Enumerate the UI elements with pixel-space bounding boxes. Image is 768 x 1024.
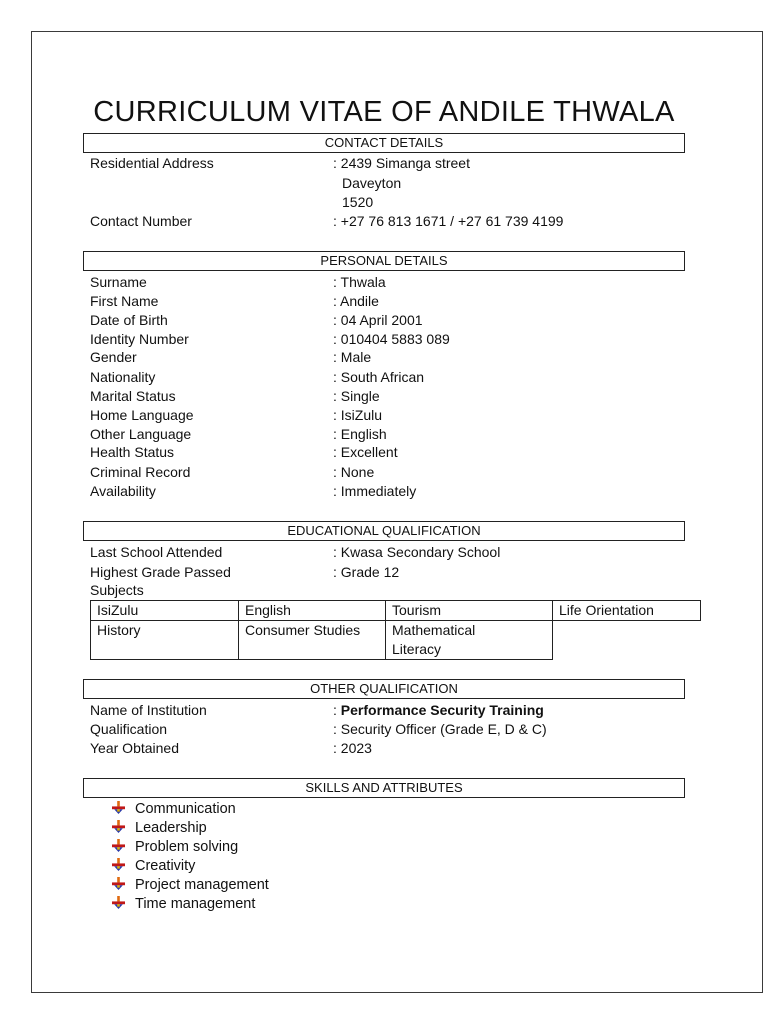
- personal-value: : English: [333, 426, 387, 442]
- skill-text: Time management: [135, 896, 256, 912]
- subject-cell: Life Orientation: [553, 601, 701, 621]
- personal-label: Nationality: [90, 369, 156, 385]
- arrow-down-bullet-icon: [112, 839, 125, 852]
- subjects-label: Subjects: [90, 582, 144, 598]
- residential-address-label: Residential Address: [90, 155, 214, 171]
- personal-value: : Single: [333, 388, 380, 404]
- highest-grade-value: : Grade 12: [333, 564, 400, 580]
- skills-list: [112, 800, 269, 914]
- personal-label: Home Language: [90, 407, 194, 423]
- skill-text: Project management: [135, 877, 269, 893]
- skill-item: [112, 819, 269, 838]
- subject-cell: History: [91, 621, 239, 660]
- arrow-down-bullet-icon: [112, 896, 125, 909]
- personal-label: Surname: [90, 274, 147, 290]
- contact-number-label: Contact Number: [90, 213, 192, 229]
- personal-value: : Andile: [333, 293, 379, 309]
- arrow-down-bullet-icon: [112, 858, 125, 871]
- personal-value: : None: [333, 464, 375, 480]
- subjects-row: [91, 601, 701, 621]
- subject-cell: Mathematical Literacy: [386, 621, 553, 660]
- subject-cell: Consumer Studies: [239, 621, 386, 660]
- qualification-value: : Security Officer (Grade E, D & C): [333, 721, 547, 737]
- personal-value: : 010404 5883 089: [333, 331, 450, 347]
- personal-label: Marital Status: [90, 388, 176, 404]
- arrow-down-bullet-icon: [112, 877, 125, 890]
- personal-label: Date of Birth: [90, 312, 168, 328]
- personal-label: Identity Number: [90, 331, 189, 347]
- subjects-table: [90, 600, 701, 660]
- institution-label: Name of Institution: [90, 702, 207, 718]
- subjects-row: [91, 621, 701, 660]
- personal-value: : 04 April 2001: [333, 312, 423, 328]
- skill-item: [112, 838, 269, 857]
- educational-qualification-header: EDUCATIONAL QUALIFICATION: [83, 521, 685, 541]
- personal-label: Criminal Record: [90, 464, 191, 480]
- personal-label: Availability: [90, 483, 156, 499]
- year-obtained-value: : 2023: [333, 740, 372, 756]
- personal-value: : Excellent: [333, 444, 398, 460]
- subject-cell: English: [239, 601, 386, 621]
- institution-value: Performance Security Training: [340, 702, 544, 718]
- personal-label: Other Language: [90, 426, 192, 442]
- personal-value: : South African: [333, 369, 425, 385]
- document-title: CURRICULUM VITAE OF ANDILE THWALA: [93, 96, 675, 128]
- subject-cell: Tourism: [386, 601, 553, 621]
- year-obtained-label: Year Obtained: [90, 740, 179, 756]
- personal-details-header: PERSONAL DETAILS: [83, 251, 685, 271]
- skill-item: [112, 857, 269, 876]
- skill-text: Problem solving: [135, 839, 239, 855]
- personal-label: First Name: [90, 293, 159, 309]
- residential-address-line-2: Daveyton: [342, 175, 402, 191]
- skill-text: Leadership: [135, 820, 207, 836]
- residential-address-line-3: 1520: [342, 194, 374, 210]
- skill-item: [112, 800, 269, 819]
- other-qualification-header: OTHER QUALIFICATION: [83, 679, 685, 699]
- personal-label: Gender: [90, 349, 137, 365]
- skill-item: [112, 876, 269, 895]
- arrow-down-bullet-icon: [112, 801, 125, 814]
- subject-cell: IsiZulu: [91, 601, 239, 621]
- skill-text: Communication: [135, 801, 236, 817]
- residential-address-line-1: : 2439 Simanga street: [333, 155, 470, 171]
- skill-text: Creativity: [135, 858, 196, 874]
- personal-label: Health Status: [90, 444, 175, 460]
- last-school-value: : Kwasa Secondary School: [333, 544, 501, 560]
- personal-value: : Immediately: [333, 483, 417, 499]
- subject-cell-empty: [553, 621, 701, 660]
- skills-attributes-header: SKILLS AND ATTRIBUTES: [83, 778, 685, 798]
- skill-item: [112, 895, 269, 914]
- institution-prefix: :: [333, 702, 341, 718]
- contact-number-value: : +27 76 813 1671 / +27 61 739 4199: [333, 213, 564, 229]
- personal-value: : Male: [333, 349, 372, 365]
- personal-value: : Thwala: [333, 274, 386, 290]
- arrow-down-bullet-icon: [112, 820, 125, 833]
- institution-value-wrap: [333, 701, 544, 720]
- highest-grade-label: Highest Grade Passed: [90, 564, 231, 580]
- personal-value: : IsiZulu: [333, 407, 383, 423]
- contact-details-header: CONTACT DETAILS: [83, 133, 685, 153]
- qualification-label: Qualification: [90, 721, 168, 737]
- last-school-label: Last School Attended: [90, 544, 223, 560]
